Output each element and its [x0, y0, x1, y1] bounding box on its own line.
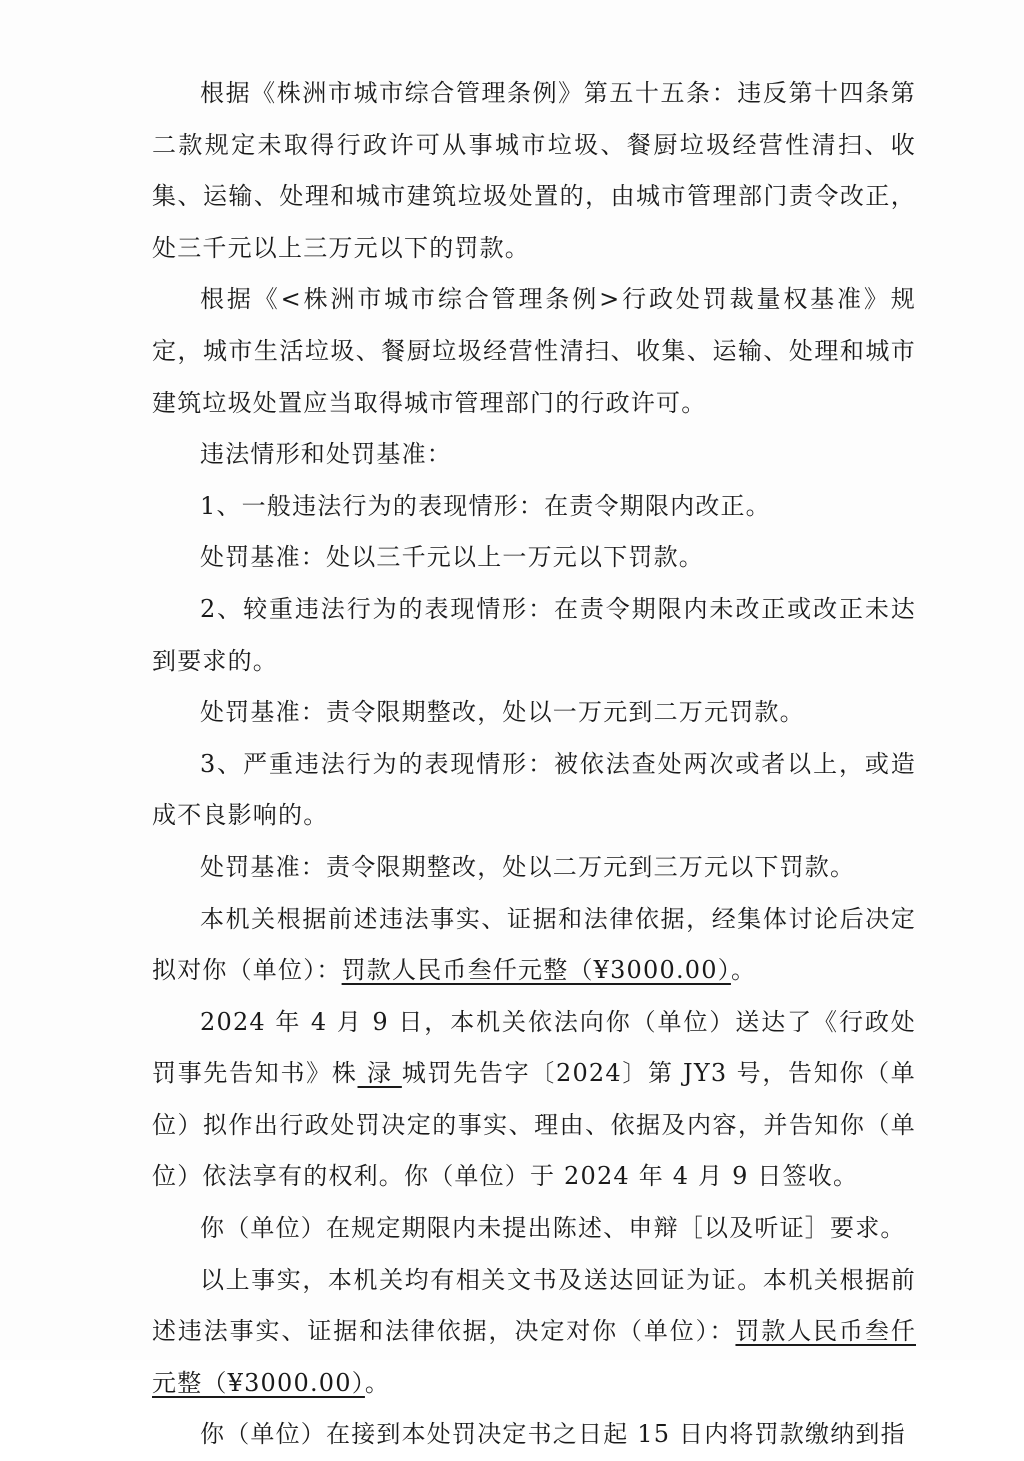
document-body — [152, 68, 916, 1461]
proposed-decision-text: 本机关根据前述违法事实、证据和法律依据，经集体讨论后决定拟对你（单位）： — [152, 904, 916, 985]
paragraph-discretion-standard: 根据《<株洲市城市综合管理条例>行政处罚裁量权基准》规定，城市生活垃圾、餐厨垃圾经营性清扫、收集、运输、处理和城市建筑垃圾处置应当取得城市管理部门的行政许可。 — [152, 285, 916, 417]
proposed-fine-amount: 罚款人民币叁仟元整（¥3000.00） — [341, 956, 731, 985]
final-decision-end: 。 — [364, 1368, 391, 1397]
final-fine-amount: 罚款人民币叁仟元整（¥3000.00） — [152, 1317, 916, 1397]
paragraph-severe-violation: 3、严重违法行为的表现情形：被依法查处两次或者以上，或造成不良影响的。 — [152, 749, 916, 830]
paragraph-violation-categories-heading: 违法情形和处罚基准： — [200, 440, 452, 469]
proposed-decision-end: 。 — [730, 956, 757, 985]
notice-district-code: 渌 — [357, 1059, 402, 1088]
paragraph-prior-notice — [152, 997, 916, 1203]
paragraph-general-violation: 1、一般违法行为的表现情形：在责令期限内改正。 — [200, 491, 771, 520]
paragraph-final-decision — [152, 1255, 916, 1410]
paragraph-severe-penalty: 处罚基准：责令限期整改，处以二万元到三万元以下罚款。 — [200, 852, 856, 881]
paragraph-payment-instruction: 你（单位）在接到本处罚决定书之日起 15 日内将罚款缴纳到指 — [200, 1420, 906, 1449]
paragraph-no-statement: 你（单位）在规定期限内未提出陈述、申辩［以及听证］要求。 — [200, 1214, 906, 1243]
prior-notice-text-end: 城罚先告字〔2024〕第 JY3 号，告知你（单位）拟作出行政处罚决定的事实、理由、依据及内容，并告知你（单位）依法享有的权利。你（单位）于 2024 年 4 月 9 日签收。 — [152, 1059, 917, 1191]
final-decision-text: 以上事实，本机关均有相关文书及送达回证为证。本机关根据前述违法事实、证据和法律依据，决定对你（单位）： — [152, 1265, 916, 1346]
paragraph-legal-basis-article-55: 根据《株洲市城市综合管理条例》第五十五条：违反第十四条第二款规定未取得行政许可从事城市垃圾、餐厨垃圾经营性清扫、收集、运输、处理和城市建筑垃圾处置的，由城市管理部门责令改正，处三千元以上三万元以下的罚款。 — [152, 79, 916, 262]
paragraph-serious-violation: 2、较重违法行为的表现情形：在责令期限内未改正或改正未达到要求的。 — [152, 594, 916, 675]
paragraph-serious-penalty: 处罚基准：责令限期整改，处以一万元到二万元罚款。 — [200, 698, 805, 727]
paragraph-proposed-decision — [152, 894, 916, 997]
prior-notice-text-start: 2024 年 4 月 9 日，本机关依法向你（单位）送达了《行政处罚事先告知书》株 — [152, 1007, 916, 1088]
paragraph-general-penalty: 处罚基准：处以三千元以上一万元以下罚款。 — [200, 543, 704, 572]
